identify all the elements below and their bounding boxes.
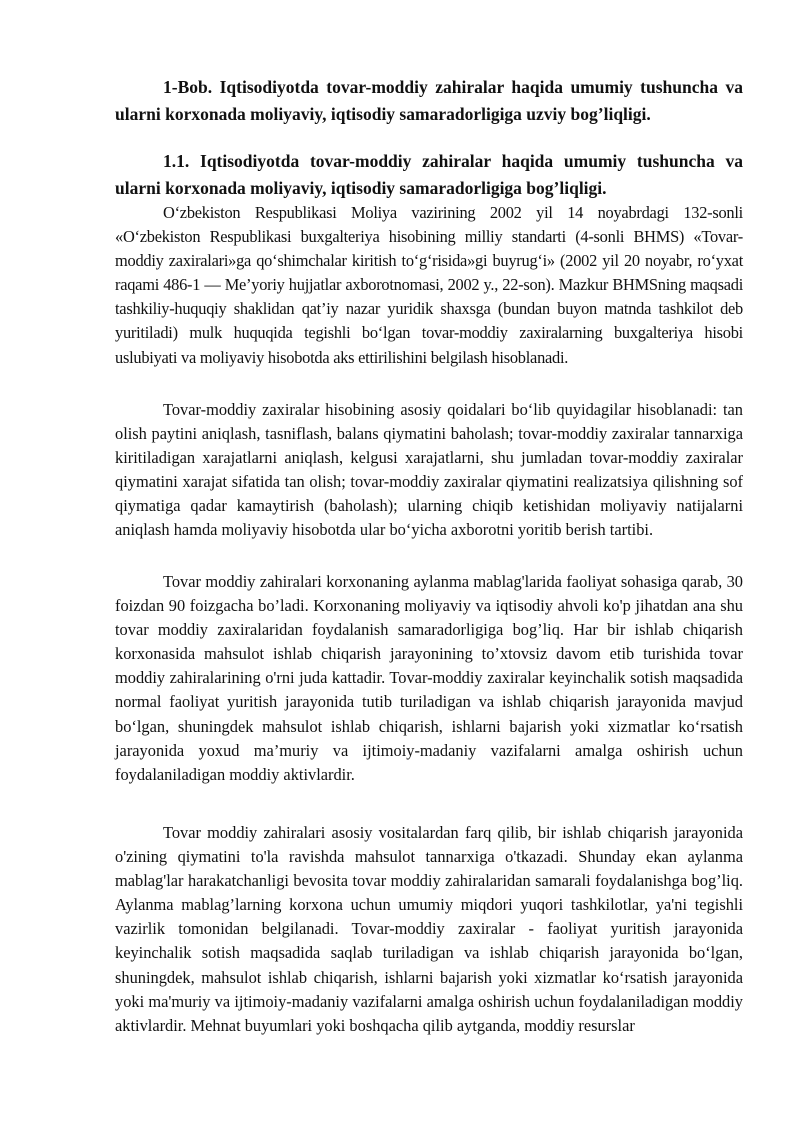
chapter-heading: 1-Bob. Iqtisodiyotda tovar-moddiy zahiralar haqida umumiy tushuncha va ularni korxonada moliyaviy, iqtisodiy samaradorligiga uzviy bog’liqligi.: [115, 77, 743, 124]
paragraph-inventory-share: Tovar moddiy zahiralari korxonaning aylanma mablag'larida faoliyat sohasiga qarab, 30 foizdan 90 foizgacha bo’ladi. Korxonaning moliyaviy va iqtisodiy ahvoli ko'p jihatdan ana shu tovar moddiy zaxiralaridan foydalanish samaradorligiga bog’liq. Har bir ishlab chiqarish korxonasida mahsulot ishlab chiqarish jarayonining to’xtovsiz davom etib turishida tovar moddiy zahiralarining o'rni juda kattadir. Tovar-moddiy zaxiralar keyinchalik sotish maqsadida normal faoliyat yuritish jarayonida tutib turiladigan va ishlab chiqarish jarayonida mavjud bo‘lgan, shuningdek mahsulot ishlab chiqarish, ishlarni bajarish yoki xizmatlar ko‘rsatish jarayonida yoxud ma’muriy va ijtimoiy-madaniy vazifalarni amalga oshirish uchun foydalaniladigan moddiy aktivlardir.: [115, 572, 743, 784]
paragraph-standard-reference: O‘zbekiston Respublikasi Moliya vazirining 2002 yil 14 noyabrdagi 132-sonli «O‘zbekiston Respublikasi buxgalteriya hisobining milliy standarti (4-sonli BHMS) «Tovar-moddiy zaxiralari»ga qo‘shimchalar kiritish to‘g‘risida»gi buyrug‘i» (2002 yil 20 noyabr, ro‘yxat raqami 486-1 — Me’yoriy hujjatlar axborotnomasi, 2002 y., 22-son). Mazkur BHMSning maqsadi tashkiliy-huquqiy shaklidan qat’iy nazar yuridik shaxsga (bundan buyon matnda tashkilot deb yuritiladi) mulk huquqida tegishli bo‘lgan tovar-moddiy zaxiralarning buxgalteriya hisobi uslubiyati va moliyaviy hisobotda aks ettirilishini belgilash hisoblanadi.: [115, 203, 743, 367]
paragraph-inventory-vs-fixed-assets: Tovar moddiy zahiralari asosiy vositalardan farq qilib, bir ishlab chiqarish jarayonida o'zining qiymatini to'la ravishda mahsulot tannarxiga o'tkazadi. Shunday ekan aylanma mablag'lar harakatchanligi bevosita tovar moddiy zahiralaridan samarali foydalanishga bog’liq. Aylanma mablag’larning korxona uchun umumiy miqdori yuqori tashkilotlar, ya'ni tegishli vazirlik tomonidan belgilanadi. Tovar-moddiy zaxiralar - faoliyat yuritish jarayonida keyinchalik sotish maqsadida saqlab turiladigan va ishlab chiqarish jarayonida bo‘lgan, shuningdek, mahsulot ishlab chiqarish, ishlarni bajarish yoki xizmatlar ko‘rsatish jarayonida yoki ma'muriy va ijtimoiy-madaniy vazifalarni amalga oshirish uchun foydalaniladigan moddiy aktivlardir. Mehnat buyumlari yoki boshqacha qilib aytganda, moddiy resurslar: [115, 823, 743, 1035]
paragraph-accounting-rules: Tovar-moddiy zaxiralar hisobining asosiy qoidalari bo‘lib quyidagilar hisoblanadi: tan olish paytini aniqlash, tasniflash, balans qiymatini baholash; tovar-moddiy zaxiralar tannarxiga kiritiladigan xarajatlarni aniqlash, kelgusi xarajatlarni, shu jumladan tovar-moddiy zaxiralar qiymatini xarajat sifatida tan olish; tovar-moddiy zaxiralar qiymatini realizatsiya qilishning sof qiymatiga qadar kamaytirish (baholash); ularning chiqib ketishidan moliyaviy natijalarni aniqlash hamda moliyaviy hisobotda ular bo‘yicha axborotni yoritib berish tartibi.: [115, 400, 743, 540]
section-heading: 1.1. Iqtisodiyotda tovar-moddiy zahiralar haqida umumiy tushuncha va ularni korxonada moliyaviy, iqtisodiy samaradorligiga bog’liqligi.: [115, 151, 743, 198]
